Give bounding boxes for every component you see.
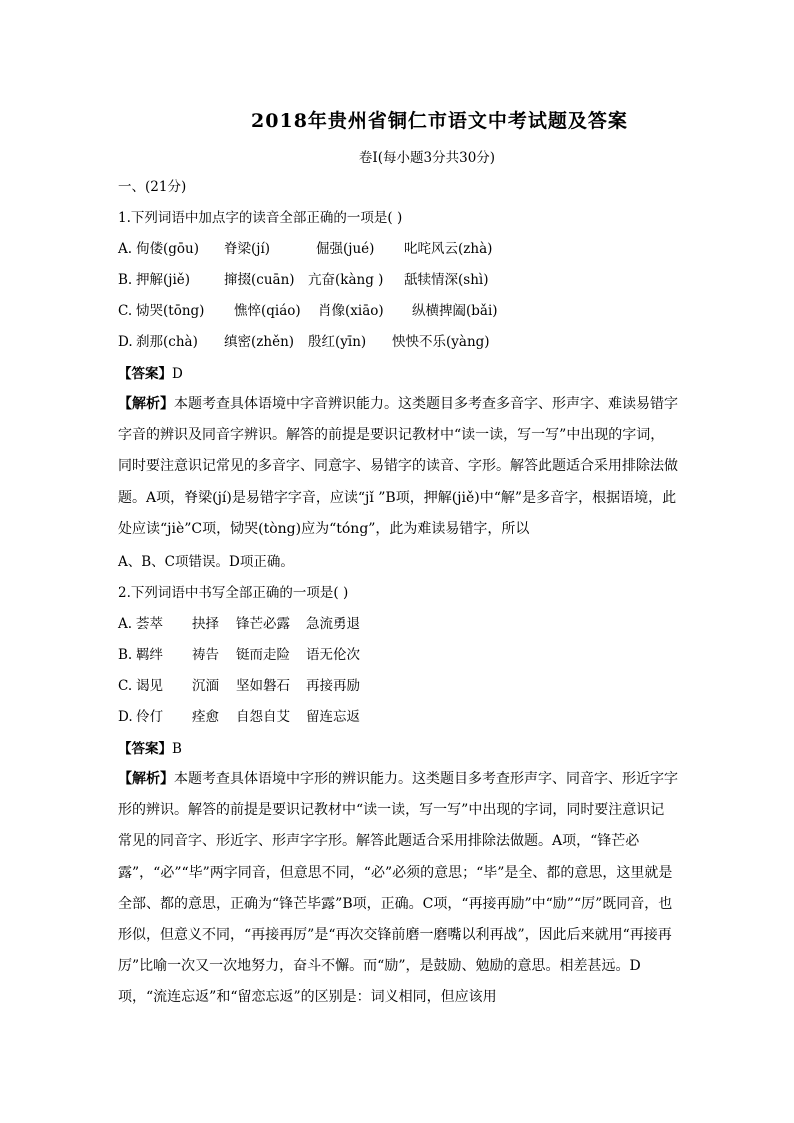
option-item: 押解(jiě): [136, 272, 191, 288]
option-item: 恸哭(tōng): [136, 303, 205, 319]
page-subtitle: 卷Ⅰ(每小题3分共30分): [358, 150, 496, 166]
question-1-option-a: A. 佝偻(gōu) 脊梁(jí) 倔强(jué) 叱咤风云(zhà): [118, 241, 493, 257]
question-1-analysis: [118, 389, 678, 545]
option-item: 舐犊情深(shì): [404, 272, 489, 288]
option-item: 急流勇退: [306, 616, 360, 632]
question-2-stem: 2.下列词语中书写全部正确的一项是( ): [118, 585, 349, 601]
analysis-tag: 【解析】: [118, 396, 174, 412]
question-1-answer: [118, 364, 183, 384]
option-item: 叱咤风云(zhà): [404, 241, 493, 257]
option-item: 再接再励: [306, 678, 360, 694]
option-item: 谒见: [136, 678, 163, 694]
option-item: 亢奋(kàng ): [308, 272, 384, 288]
option-item: 自怨自艾: [236, 709, 290, 725]
option-item: 憔悴(qiáo): [234, 303, 301, 319]
question-2-option-d: D. 伶仃 痊愈 自怨自艾 留连忘返: [118, 709, 360, 725]
analysis-text: 本题考查具体语境中字形的辨识能力。这类题目多考查形声字、同音字、形近字字形的辨识。解答的前提是要识记教材中“读一读，写一写”中出现的字词，同时要注意识记常见的同音字、形近字、形声字字形。解答此题适合采用排除法做题。A项，“锋芒必露”，“必”“毕”两字同音，但意思不同，“必”必须的意思；“毕”是全、都的意思，这里就是全部、都的意思，正确为“锋芒毕露”B项，正确。C项，“再接再励”中“励”“厉”既同音，也形似，但意义不同，“再接再厉”是“再次交锋前磨一磨嘴以利再战”，因此后来就用“再接再厉”比喻一次又一次地努力，奋斗不懈。而“励”，是鼓励、勉励的意思。相差甚远。D项，“流连忘返”和“留恋忘返”的区别是：词义相同，但应该用: [118, 771, 678, 1006]
option-item: 沉湎: [192, 678, 219, 694]
option-item: 抉择: [192, 616, 219, 632]
option-item: 刹那(chà): [136, 334, 198, 350]
question-2-answer: [118, 739, 182, 759]
option-item: 倔强(jué): [316, 241, 375, 257]
question-2-option-c: C. 谒见 沉湎 坚如磐石 再接再励: [118, 678, 360, 694]
analysis-tag: 【解析】: [118, 771, 174, 787]
option-item: 铤而走险: [236, 647, 290, 663]
question-2-option-a: A. 荟萃 抉择 锋芒必露 急流勇退: [118, 616, 360, 632]
option-item: 怏怏不乐(yàng): [392, 334, 490, 350]
option-item: 痊愈: [192, 709, 219, 725]
option-item: 祷告: [192, 647, 219, 663]
question-2-option-b: B. 羁绊 祷告 铤而走险 语无伦次: [118, 647, 360, 663]
option-item: 锋芒必露: [236, 616, 290, 632]
option-item: 留连忘返: [306, 709, 360, 725]
option-item: 坚如磐石: [236, 678, 290, 694]
option-item: 羁绊: [136, 647, 163, 663]
option-item: 佝偻(gōu): [136, 241, 199, 257]
question-1-stem: 1.下列词语中加点字的读音全部正确的一项是( ): [118, 210, 403, 226]
question-2-analysis: [118, 764, 678, 1014]
answer-value: B: [172, 741, 182, 757]
option-item: 纵横捭阖(bǎi): [412, 303, 498, 319]
analysis-text: 本题考查具体语境中字音辨识能力。这类题目多考查多音字、形声字、难读易错字字音的辨识及同音字辨识。解答的前提是要识记教材中“读一读，写一写”中出现的字词，同时要注意识记常见的多音字、同意字、易错字的读音、字形。解答此题适合采用排除法做题。A项，脊梁(jí)是易错字字音，应读“jǐ ”B项，押解(jiě)中“解”是多音字，根据语境，此处应读“jiè”C项，恸哭(tòng)应为“tóng”，此为难读易错字，所以: [118, 396, 678, 537]
option-item: 伶仃: [136, 709, 163, 725]
answer-tag: 【答案】: [118, 366, 172, 382]
question-1-option-c: C. 恸哭(tōng) 憔悴(qiáo) 肖像(xiāo) 纵横捭阖(bǎi): [118, 303, 498, 319]
option-item: 语无伦次: [306, 647, 360, 663]
option-item: 缜密(zhěn): [224, 334, 295, 350]
option-item: 肖像(xiāo): [318, 303, 384, 319]
page-title: 2018年贵州省铜仁市语文中考试题及答案: [251, 110, 628, 132]
question-1-option-b: B. 押解(jiě) 撺掇(cuān) 亢奋(kàng ) 舐犊情深(shì): [118, 272, 489, 288]
option-item: 脊梁(jí): [224, 241, 271, 257]
question-1-analysis-end: A、B、C项错误。D项正确。: [118, 554, 294, 570]
answer-tag: 【答案】: [118, 741, 172, 757]
option-item: 撺掇(cuān): [224, 272, 295, 288]
option-item: 荟萃: [136, 616, 163, 632]
section-heading: 一、(21分): [118, 179, 187, 195]
question-1-option-d: D. 刹那(chà) 缜密(zhěn) 殷红(yīn) 怏怏不乐(yàng): [118, 334, 490, 350]
option-item: 殷红(yīn): [308, 334, 367, 350]
answer-value: D: [172, 366, 183, 382]
